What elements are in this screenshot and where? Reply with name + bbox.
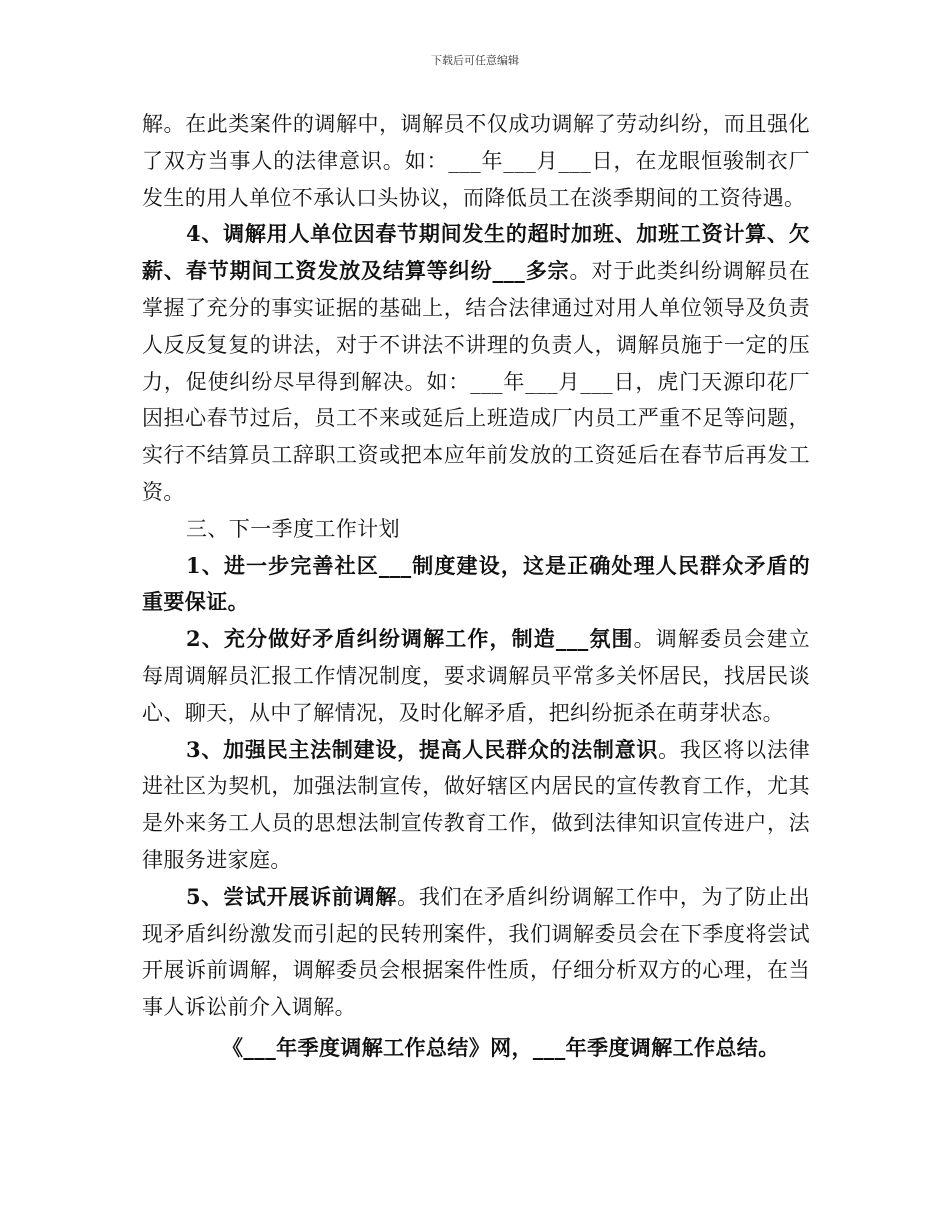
paragraph-5-bold-lead: 2、充分做好矛盾纠纷调解工作，制造___氛围: [186, 626, 634, 652]
paragraph-6-bold-lead: 3、加强民主法制建设，提高人民群众的法制意识: [186, 736, 659, 762]
page-header: 下载后可任意编辑: [431, 54, 519, 67]
paragraph-2: [142, 216, 810, 510]
paragraph-2-text: 。对于此类纠纷调解员在掌握了充分的事实证据的基础上，结合法律通过对用人单位领导及负责人反反复复的讲法，对于不讲法不讲理的负责人，调解员施于一定的压力，促使纠纷尽早得到解决。如：___年___月___日，虎门天源印花厂因担心春节过后，员工不来或延后上班造成厂内员工严重不足等问题，实行不结算员工辞职工资或把本应年前发放的工资延后在春节后再发工资。: [142, 259, 810, 504]
section-heading: [142, 511, 810, 548]
section-heading-text: 三、下一季度工作计划: [186, 516, 400, 541]
paragraph-6: [142, 732, 810, 879]
paragraph-1-text: 解。在此类案件的调解中，调解员不仅成功调解了劳动纠纷，而且强化了双方当事人的法律意识。如：___年___月___日，在龙眼恒骏制衣厂发生的用人单位不承认口头协议，而降低员工在淡季期间的工资待遇。: [142, 112, 810, 210]
paragraph-7: [142, 879, 810, 1026]
paragraph-1: [142, 106, 810, 216]
paragraph-7-text: 。我们在矛盾纠纷调解工作中，为了防止出现矛盾纠纷激发而引起的民转刑案件，我们调解委员会在下季度将尝试开展诉前调解，调解委员会根据案件性质，仔细分析双方的心理，在当事人诉讼前介入调解。: [142, 884, 810, 1020]
document-footer: 《___年季度调解工作总结》网，___年季度调解工作总结。: [222, 1034, 780, 1060]
paragraph-2-bold-lead: 4、调解用人单位因春节期间发生的超时加班、加班工资计算、欠薪、春节期间工资发放及结算等纠纷___多宗: [142, 221, 810, 284]
paragraph-5-text: 。调解委员会建立每周调解员汇报工作情况制度，要求调解员平常多关怀居民，找居民谈心、聊天，从中了解情况，及时化解矛盾，把纠纷扼杀在萌芽状态。: [142, 627, 810, 725]
document-body: [142, 106, 810, 1067]
paragraph-4-bold-lead: 1、进一步完善社区___制度建设，这是正确处理人民群众矛盾的重要保证。: [142, 552, 810, 615]
paragraph-5: [142, 621, 810, 731]
paragraph-7-bold-lead: 5、尝试开展诉前调解: [186, 883, 398, 909]
paragraph-4: [142, 548, 810, 622]
paragraph-6-text: 。我区将以法律进社区为契机，加强法制宣传，做好辖区内居民的宣传教育工作，尤其是外来务工人员的思想法制宣传教育工作，做到法律知识宣传进户，法律服务进家庭。: [142, 737, 810, 872]
